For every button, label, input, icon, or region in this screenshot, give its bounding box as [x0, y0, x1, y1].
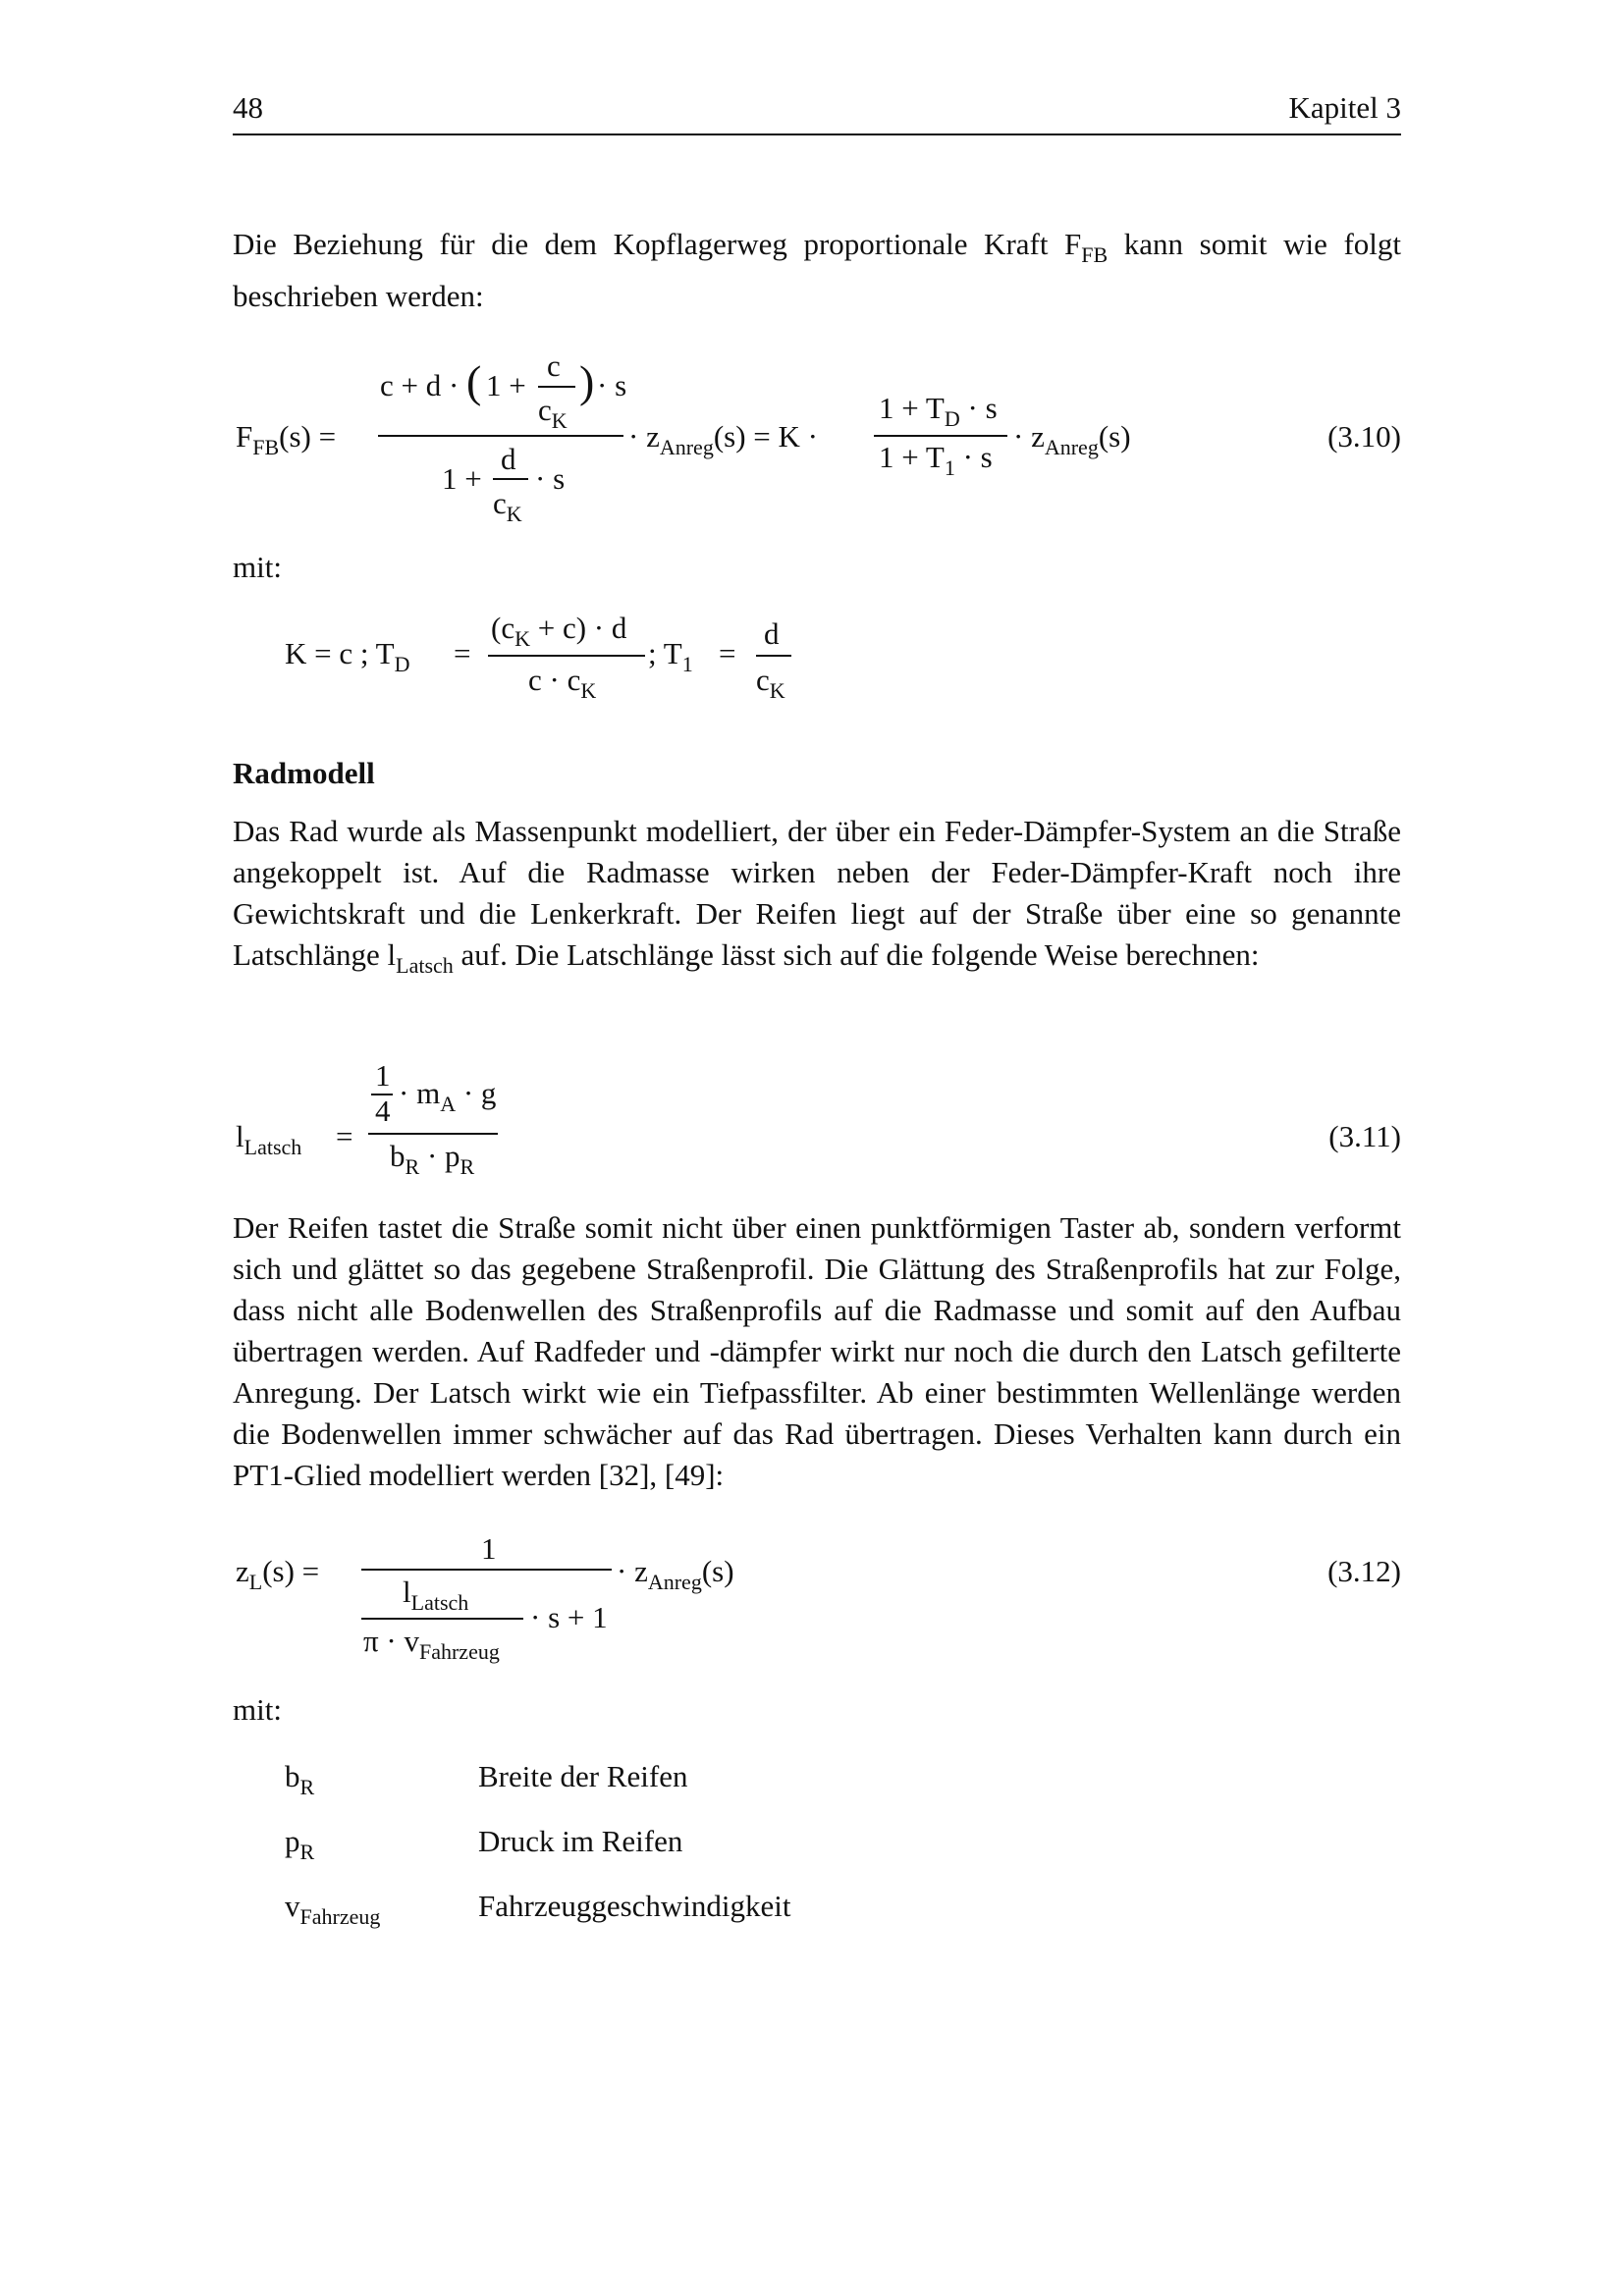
chapter-title: Kapitel 3 — [1288, 90, 1401, 125]
definition-description: Druck im Reifen — [478, 1824, 683, 1858]
equation-number: (3.12) — [1327, 1554, 1401, 1588]
radmodell-paragraph: Das Rad wurde als Massenpunkt modelliert, der über ein Feder-Dämpfer-System an die Straße angekoppelt ist. Auf die Radmasse wirken neben der Feder-Dämpfer-Kraft noch ihre Gewichtskraft und die Lenkerkraft. Der Reifen liegt auf der Straße über eine so genannte Latschlänge $l_{Latsch}$ auf. Die Latschlänge lässt sich auf die folgende Weise berechnen: — [233, 814, 1401, 978]
definition-description: Breite der Reifen — [478, 1759, 688, 1793]
page-header — [233, 90, 1401, 135]
latsch-paragraph: Der Reifen tastet die Straße somit nicht über einen punktförmigen Taster ab, sondern verformt sich und glättet so das gegebene Straßenprofil. Die Glättung des Straßenprofils hat zur Folge, dass nicht alle Bodenwellen des Straßenprofils auf die Radmasse und somit auf den Aufbau übertragen werden. Auf Radfeder und -dämpfer wirkt nur noch die durch den Latsch gefilterte Anregung. Der Latsch wirkt wie ein Tiefpassfilter. Ab einer bestimmten Wellenlänge werden die Bodenwellen immer schwächer auf das Rad übertragen. Dieses Verhalten kann durch ein PT1-Glied modelliert werden [32], [49]: — [233, 1210, 1401, 1492]
definition-symbol: $p_R$ — [285, 1824, 315, 1864]
definition-symbol: $b_R$ — [285, 1759, 315, 1799]
section-heading: Radmodell — [233, 756, 375, 790]
equation-number: (3.10) — [1327, 419, 1401, 454]
definition-description: Fahrzeuggeschwindigkeit — [478, 1889, 791, 1923]
fraction-bar — [378, 435, 623, 437]
intro-paragraph: Die Beziehung für die dem Kopflagerweg proportionale Kraft $F_{FB}$ kann somit wie folgt beschrieben werden: — [233, 227, 1401, 313]
mit-label: mit: — [233, 550, 282, 584]
mit-label: mit: — [233, 1692, 282, 1727]
equation-number: (3.11) — [1328, 1119, 1401, 1153]
definition-symbol: $v_{Fahrzeug}$ — [285, 1889, 381, 1929]
page-number: 48 — [233, 90, 263, 125]
document-page: 48 Kapitel 3 Die Beziehung für die dem Kopflagerweg proportionale Kraft $F_{FB}$ kann somit wie folgt beschrieben werden: $F_{FB}(s)$ = c + d · ( 1 + c $c_K$ ) · s 1 + d $c_K$ · s · $z_{Anreg}(s) = K$ · $1 + T_D \cdot s$ $1 + T_1 \cdot s$ · $z_{Anreg}(s)$ (3.10) mit: K = c ; $T_D$ = $(c_K + c) \cdot d$ $c \cdot c_K$ ; $T_1$ = d $c_K$ Radmodell Das Rad wurde als Massenpunkt modelliert, der über ein Feder-Dämpfer-System an die Straße angekoppelt ist. Auf die Radmasse wirken neben der Feder-Dämpfer-Kraft noch ihre Gewichtskraft und die Lenkerkraft. Der Reifen liegt auf der Straße über eine so genannte Latschlänge $l_{Latsch}$ auf. Die Latschlänge lässt sich auf die folgende Weise berechnen: $l_{Latsch}$ = 1 4 · $m_A \cdot g$ $b_R \cdot p_R$ (3.11) Der Reifen tastet die Straße somit nicht über einen punktförmigen Taster ab, sondern verformt sich und glättet so das gegebene Straßenprofil. Die Glättung des Straßenprofils hat zur Folge, dass nicht alle Bodenwellen des Straßenprofils auf die Radmasse und somit auf den Aufbau übertragen werden. Auf Radfeder und -dämpfer wirkt nur noch die durch den Latsch gefilterte Anregung. Der Latsch wirkt wie ein Tiefpassfilter. Ab einer bestimmten Wellenlänge werden die Bodenwellen immer schwächer auf das Rad übertragen. Dieses Verhalten kann durch ein PT1-Glied modelliert werden [32], [49]: $z_L(s)$ = 1 $l_{Latsch}$ $\pi \cdot v_{Fahrzeug}$ · s + 1 · $z_{Anreg}(s)$ (3.12) mit: $b_R$ Breite der Reifen $p_R$ Druck im Reifen $v_{Fahrzeug}$ Fahrzeuggeschwindigkeit — [233, 90, 1401, 1929]
